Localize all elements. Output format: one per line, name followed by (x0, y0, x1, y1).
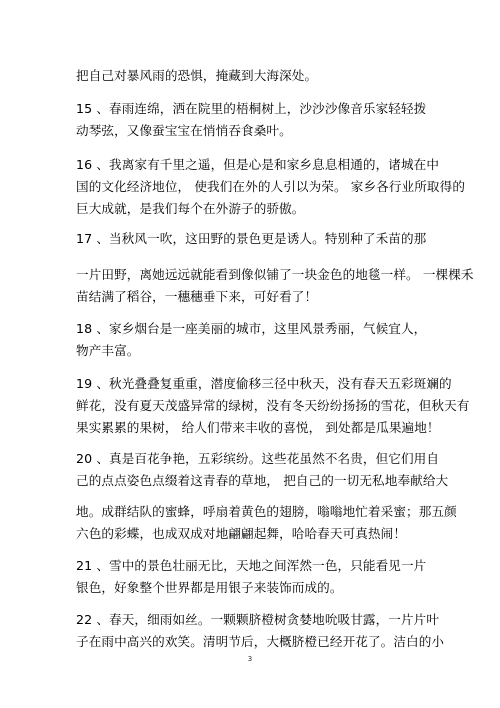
text-line: 16 、我离家有千里之遥，但是心是和家乡息息相通的，诸城在中 (76, 157, 440, 172)
page-number: 3 (247, 655, 253, 663)
text-line: 鲜花，没有夏天茂盛异常的绿树，没有冬天纷纷扬扬的雪花，但秋天有 (76, 398, 470, 413)
text-line: 19 、秋光叠叠复重重，潜度偷移三径中秋天，没有春天五彩斑斓的 (76, 376, 452, 391)
text-line: 子在雨中高兴的欢笑。清明节后，大概脐橙已经开花了。洁白的小 (76, 634, 445, 649)
text-line: 巨大成就，是我们每个在外游子的骄傲。 (76, 201, 305, 216)
text-line: 银色，好象整个世界都是用银子来装饰而成的。 (76, 580, 343, 595)
text-line: 一片田野，离她远远就能看到像似铺了一块金色的地毯一样。 一棵棵禾 (76, 267, 474, 282)
text-line: 18 、家乡烟台是一座美丽的城市，这里风景秀丽，气候宜人， (76, 321, 427, 336)
text-line: 15 、春雨连绵，洒在院里的梧桐树上，沙沙沙像音乐家轻轻拨 (76, 101, 427, 116)
text-line: 地。成群结队的蜜蜂，呼扇着黄色的翅膀，嗡嗡地忙着采蜜；那五颜 (76, 504, 457, 519)
text-line: 物产丰富。 (76, 343, 140, 358)
text-line: 六色的彩蝶，也成双成对地翩翩起舞，哈哈春天可真热闹！ (76, 526, 407, 541)
text-line: 动琴弦，又像蚕宝宝在悄悄吞食桑叶。 (76, 123, 292, 138)
text-line: 国的文化经济地位， 使我们在外的人引以为荣。 家乡各行业所取得的 (76, 179, 466, 194)
text-line: 把自己对暴风雨的恐惧，掩藏到大海深处。 (76, 68, 318, 83)
text-line: 17 、当秋风一吹，这田野的景色更是诱人。特别种了禾苗的那 (76, 231, 427, 246)
text-line: 20 、真是百花争艳，五彩缤纷。这些花虽然不名贵，但它们用自 (76, 451, 440, 466)
text-line: 果实累累的果树， 给人们带来丰收的喜悦， 到处都是瓜果遍地！ (76, 420, 440, 435)
text-line: 苗结满了稻谷，一穗穗垂下来，可好看了！ (76, 289, 318, 304)
text-line: 己的点点姿色点缀着这青春的草地， 把自己的一切无私地奉献给大 (76, 473, 449, 488)
text-line: 21 、雪中的景色壮丽无比，天地之间浑然一色，只能看见一片 (76, 558, 427, 573)
text-line: 22 、春天，细雨如丝。一颗颗脐橙树贪婪地吮吸甘露，一片片叶 (76, 612, 440, 627)
